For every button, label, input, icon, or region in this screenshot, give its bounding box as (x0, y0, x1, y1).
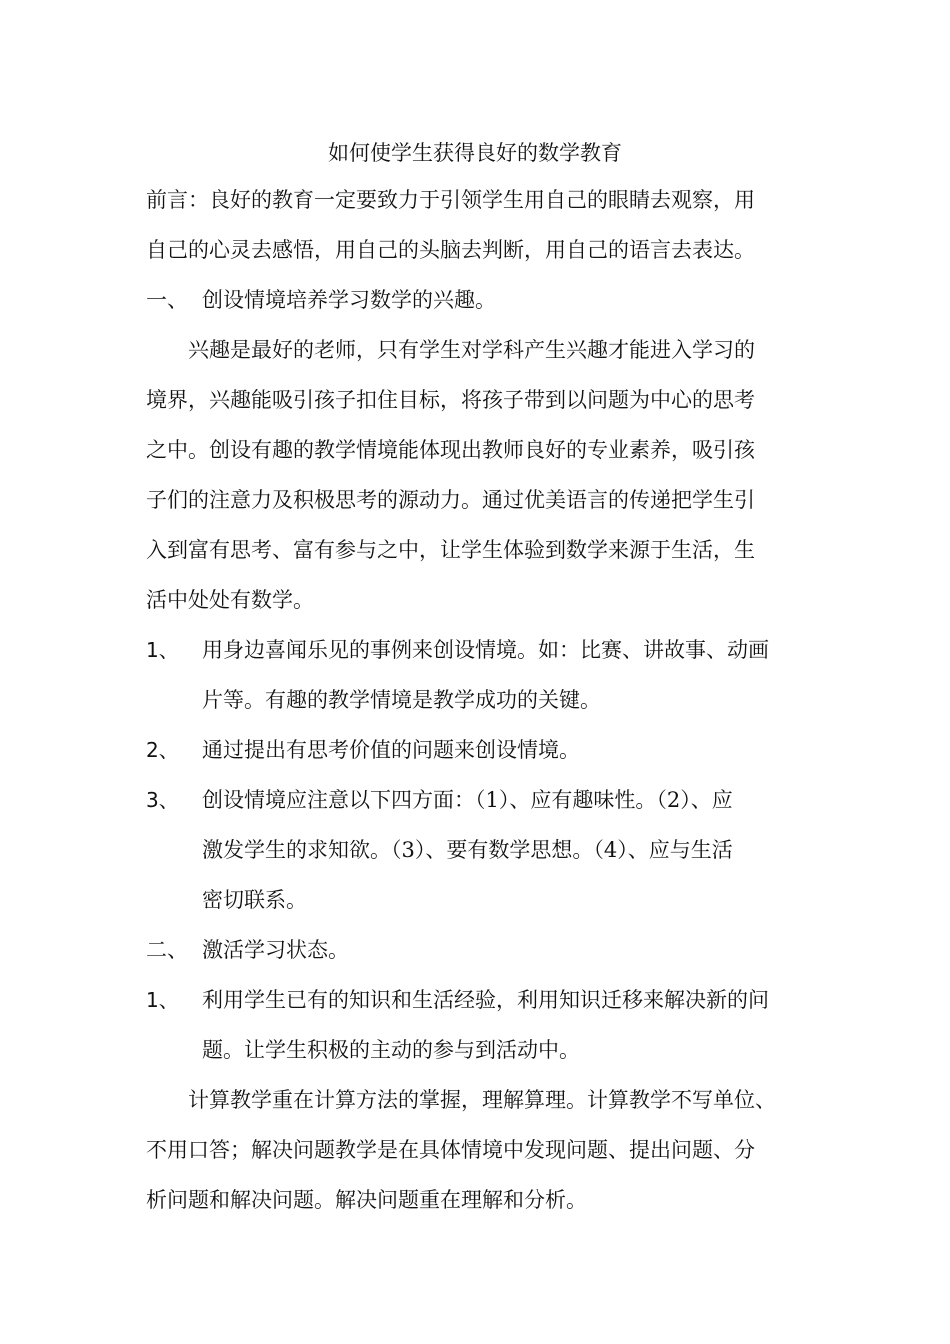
page-title: 如何使学生获得良好的数学教育 (328, 141, 622, 165)
section-2-heading: 激活学习状态。 (202, 938, 349, 962)
paragraph-line: 活中处处有数学。 (146, 588, 314, 612)
list-item-line: 用身边喜闻乐见的事例来创设情境。如：比赛、讲故事、动画 (202, 638, 769, 662)
paragraph-line: 子们的注意力及积极思考的源动力。通过优美语言的传递把学生引 (146, 488, 755, 512)
paragraph-line: 不用口答；解决问题教学是在具体情境中发现问题、提出问题、分 (146, 1138, 755, 1162)
section-1-heading: 创设情境培养学习数学的兴趣。 (202, 288, 496, 312)
section-1-marker: 一、 (146, 288, 188, 312)
section-2-marker: 二、 (146, 938, 188, 962)
list-item-line: 创设情境应注意以下四方面：（1）、应有趣味性。（2）、应 (202, 788, 733, 812)
paragraph-line: 计算教学重在计算方法的掌握，理解算理。计算教学不写单位、 (188, 1088, 776, 1112)
preface-line: 前言：良好的教育一定要致力于引领学生用自己的眼睛去观察，用 (146, 188, 755, 212)
paragraph-line: 析问题和解决问题。解决问题重在理解和分析。 (146, 1188, 587, 1212)
preface-line: 自己的心灵去感悟，用自己的头脑去判断，用自己的语言去表达。 (146, 238, 755, 262)
list-item-line: 片等。有趣的教学情境是教学成功的关键。 (202, 688, 601, 712)
list-item-line: 通过提出有思考价值的问题来创设情境。 (202, 738, 580, 762)
list-item-line: 密切联系。 (202, 888, 307, 912)
paragraph-line: 境界，兴趣能吸引孩子扣住目标，将孩子带到以问题为中心的思考 (146, 388, 755, 412)
paragraph-line: 兴趣是最好的老师，只有学生对学科产生兴趣才能进入学习的 (188, 338, 755, 362)
list-item-line: 激发学生的求知欲。（3）、要有数学思想。（4）、应与生活 (202, 838, 733, 862)
list-item-line: 题。让学生积极的主动的参与到活动中。 (202, 1038, 580, 1062)
paragraph-line: 之中。创设有趣的教学情境能体现出教师良好的专业素养，吸引孩 (146, 438, 755, 462)
paragraph-line: 入到富有思考、富有参与之中，让学生体验到数学来源于生活，生 (146, 538, 755, 562)
list-marker: 3、 (146, 788, 179, 812)
list-marker: 1、 (146, 988, 179, 1012)
list-marker: 1、 (146, 638, 179, 662)
list-item-line: 利用学生已有的知识和生活经验，利用知识迁移来解决新的问 (202, 988, 769, 1012)
list-marker: 2、 (146, 738, 179, 762)
